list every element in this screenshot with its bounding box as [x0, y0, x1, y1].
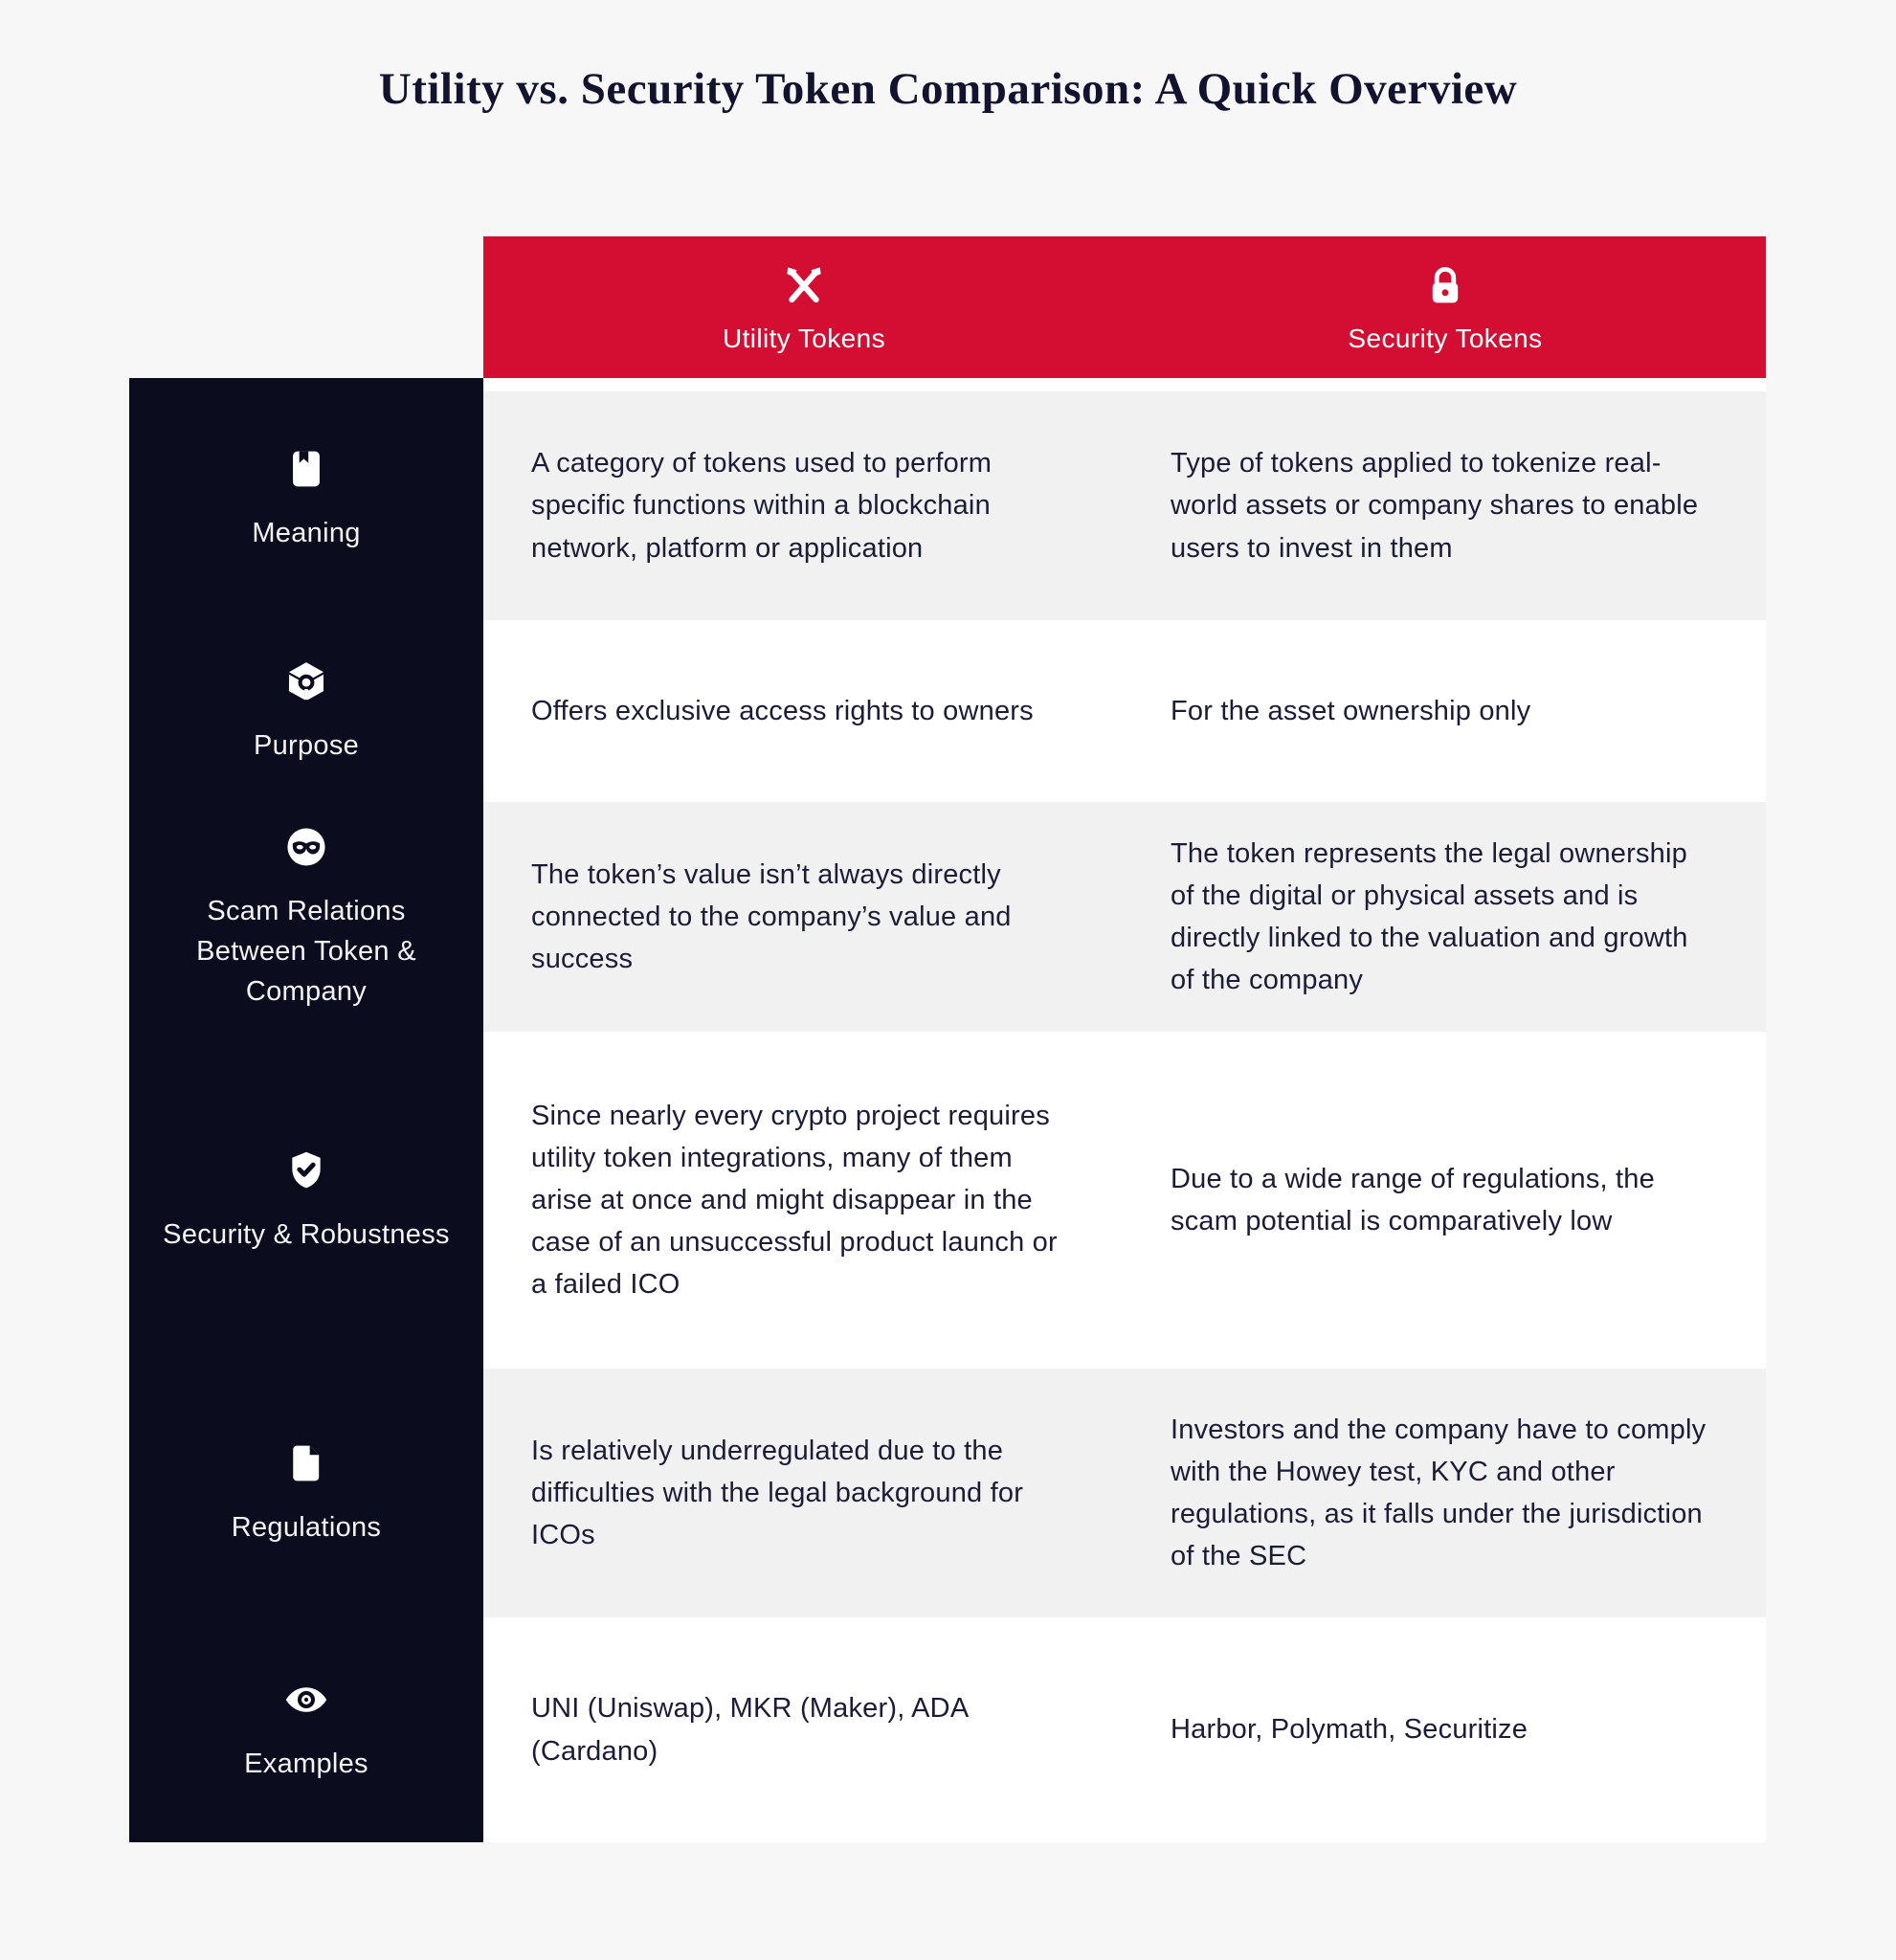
row-header-label: Regulations [231, 1511, 382, 1543]
cell-regulations-utility: Is relatively underregulated due to the difficulties with the legal background for ICOs [531, 1435, 1024, 1551]
column-header-utility-label: Utility Tokens [722, 323, 886, 353]
page-title: Utility vs. Security Token Comparison: A Quick Overview [378, 64, 1518, 114]
tools-icon [781, 261, 827, 311]
table-row-regulations [483, 1369, 1766, 1617]
cube-icon [284, 657, 328, 706]
row-header-regulations [129, 1369, 483, 1617]
table-header [483, 236, 1766, 378]
header-gap [483, 378, 1766, 391]
row-header-label: Security & Robustness [163, 1218, 450, 1250]
row-header-label: Purpose [253, 729, 360, 761]
cell-scam-security: The token represents the legal ownership of the digital or physical assets and is directly linked to the valuation and growth of the company [1171, 837, 1688, 996]
column-header-security-label: Security Tokens [1348, 323, 1543, 353]
row-header-examples [129, 1617, 483, 1842]
table-row-meaning [483, 391, 1766, 620]
shield-check-icon [285, 1146, 327, 1195]
table-row-examples [483, 1617, 1766, 1842]
document-icon [285, 1438, 327, 1488]
table-row-security-robustness [483, 1032, 1766, 1369]
bookmark-icon [285, 444, 327, 494]
column-header-security [1125, 236, 1766, 378]
table-body [483, 378, 1766, 1842]
column-header-utility [483, 236, 1125, 378]
eye-icon [283, 1675, 329, 1725]
cell-examples-utility: UNI (Uniswap), MKR (Maker), ADA (Cardano) [531, 1693, 968, 1767]
row-header-label: Examples [244, 1748, 368, 1780]
row-header-scam-relations [129, 802, 483, 1032]
row-header-security-robustness [129, 1032, 483, 1369]
row-header-label: Meaning [252, 518, 361, 549]
cell-purpose-security: For the asset ownership only [1171, 695, 1531, 726]
cell-regulations-security: Investors and the company have to comply with the Howey test, KYC and other regulations, as it falls under the jurisdiction of the SEC [1171, 1414, 1706, 1572]
row-header-meaning [129, 378, 483, 620]
cell-scam-utility: The token’s value isn’t always directly connected to the company’s value and success [531, 858, 1012, 975]
cell-purpose-utility: Offers exclusive access rights to owners [531, 695, 1034, 726]
table-row-scam-relations [483, 802, 1766, 1032]
lock-icon [1424, 261, 1466, 311]
cell-security-robustness-security: Due to a wide range of regulations, the scam potential is comparatively low [1171, 1163, 1655, 1236]
cell-meaning-security: Type of tokens applied to tokenize real-world assets or company shares to enable users to invest in them [1171, 448, 1699, 564]
row-header-purpose [129, 620, 483, 802]
mask-icon [284, 822, 328, 872]
cell-examples-security: Harbor, Polymath, Securitize [1171, 1714, 1528, 1746]
cell-meaning-utility: A category of tokens used to perform specific functions within a blockchain network, platform or application [531, 448, 993, 564]
cell-security-robustness-utility: Since nearly every crypto project requires utility token integrations, many of them arise at once and might disappear in the case of an unsuccessful product launch or a failed ICO [531, 1100, 1058, 1301]
table-row-purpose [483, 620, 1766, 802]
row-header-label: Scam Relations Between Token & Company [196, 895, 416, 1008]
row-header-column [129, 378, 483, 1842]
